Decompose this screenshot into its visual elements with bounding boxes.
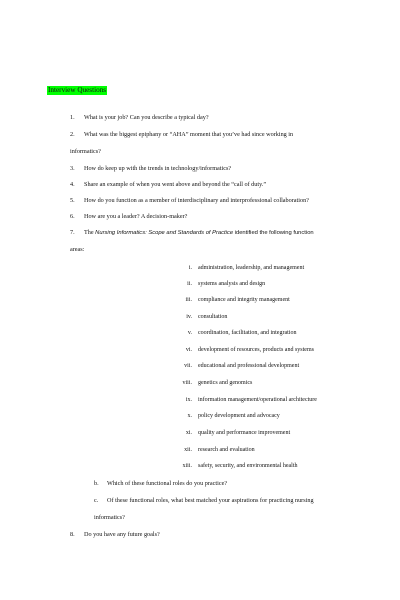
function-area-text: research and evaluation — [198, 447, 255, 453]
roman-numeral: iv. — [186, 314, 192, 320]
book-title: Nursing Informatics: Scope and Standards of Practice — [95, 230, 234, 236]
function-area-item — [160, 296, 390, 304]
function-area-text: information management/operational architecture — [198, 397, 317, 403]
subquestion-text: Which of these functional roles do you practice? — [107, 480, 228, 487]
roman-numeral: xii. — [184, 447, 192, 453]
function-area-item — [160, 412, 390, 420]
question-8 — [70, 531, 160, 539]
question-1 — [70, 114, 209, 122]
question-3 — [70, 165, 231, 173]
question-text: How do keep up with the trends in technology/informatics? — [84, 165, 232, 172]
subquestion-letter: c. — [94, 497, 99, 504]
question-number: 6. — [70, 213, 75, 220]
question-text: What was the biggest epiphany or “AHA” moment that you’ve had since working in — [84, 131, 294, 138]
roman-numeral: vii. — [184, 363, 192, 369]
document-heading: Interview Questions — [48, 86, 107, 94]
function-area-item — [160, 462, 390, 470]
question-number: 5. — [70, 197, 75, 204]
question-2 — [70, 131, 293, 139]
function-area-text: quality and performance improvement — [198, 430, 291, 436]
function-area-item — [160, 379, 390, 387]
function-area-text: policy development and advocacy — [198, 413, 280, 419]
function-area-text: safety, security, and environmental health — [198, 463, 298, 469]
question-text-post: identified the following function — [233, 230, 314, 236]
roman-numeral: viii. — [182, 380, 192, 386]
roman-numeral: i. — [188, 265, 192, 271]
subquestion-b — [94, 480, 227, 488]
function-area-text: development of resources, products and systems — [198, 347, 314, 353]
question-7-continuation: areas: — [70, 246, 85, 253]
function-area-text: consultation — [198, 314, 228, 320]
function-area-item — [160, 396, 390, 404]
question-text: Share an example of when you went above and beyond the “call of duty.” — [84, 181, 267, 188]
function-area-text: administration, leadership, and management — [198, 265, 305, 271]
question-5 — [70, 197, 309, 205]
function-area-text: genetics and genomics — [198, 380, 253, 386]
question-text: Do you have any future goals? — [84, 531, 160, 538]
roman-numeral: x. — [187, 413, 192, 419]
roman-numeral: ii. — [187, 281, 192, 287]
function-area-text: compliance and integrity management — [198, 297, 290, 303]
subquestion-text: Of these functional roles, what best matched your aspirations for practicing nursing — [107, 497, 314, 504]
question-text: How do you function as a member of interdisciplinary and interprofessional collaboration? — [84, 197, 309, 204]
function-area-text: educational and professional development — [198, 363, 300, 369]
function-area-item — [160, 429, 390, 437]
function-area-text: coordination, facilitation, and integration — [198, 330, 297, 336]
subquestion-c-continuation: informatics? — [94, 514, 125, 521]
subquestion-letter: b. — [94, 480, 99, 487]
question-number: 1. — [70, 114, 75, 121]
function-area-item — [160, 446, 390, 454]
function-area-item — [160, 362, 390, 370]
question-7 — [70, 229, 314, 237]
function-area-text: systems analysis and design — [198, 281, 266, 287]
question-number: 8. — [70, 531, 75, 538]
question-6 — [70, 213, 187, 221]
question-number: 2. — [70, 131, 75, 138]
roman-numeral: iii. — [185, 297, 192, 303]
question-4 — [70, 181, 266, 189]
function-area-item — [160, 346, 390, 354]
function-area-item — [160, 264, 390, 272]
roman-numeral: xi. — [185, 430, 192, 436]
question-text: How are you a leader? A decision-maker? — [84, 213, 188, 220]
question-number: 3. — [70, 165, 75, 172]
roman-numeral: vi. — [185, 347, 192, 353]
function-area-item — [160, 280, 390, 288]
function-area-item — [160, 313, 390, 321]
question-number: 4. — [70, 181, 75, 188]
roman-numeral: v. — [187, 330, 192, 336]
roman-numeral: ix. — [185, 397, 192, 403]
subquestion-c — [94, 497, 314, 505]
question-text-pre: The — [84, 229, 96, 236]
question-number: 7. — [70, 229, 75, 236]
question-text: What is your job? Can you describe a typical day? — [84, 114, 209, 121]
roman-numeral: xiii. — [182, 463, 192, 469]
function-area-item — [160, 329, 390, 337]
question-2-continuation: informatics? — [70, 148, 101, 155]
